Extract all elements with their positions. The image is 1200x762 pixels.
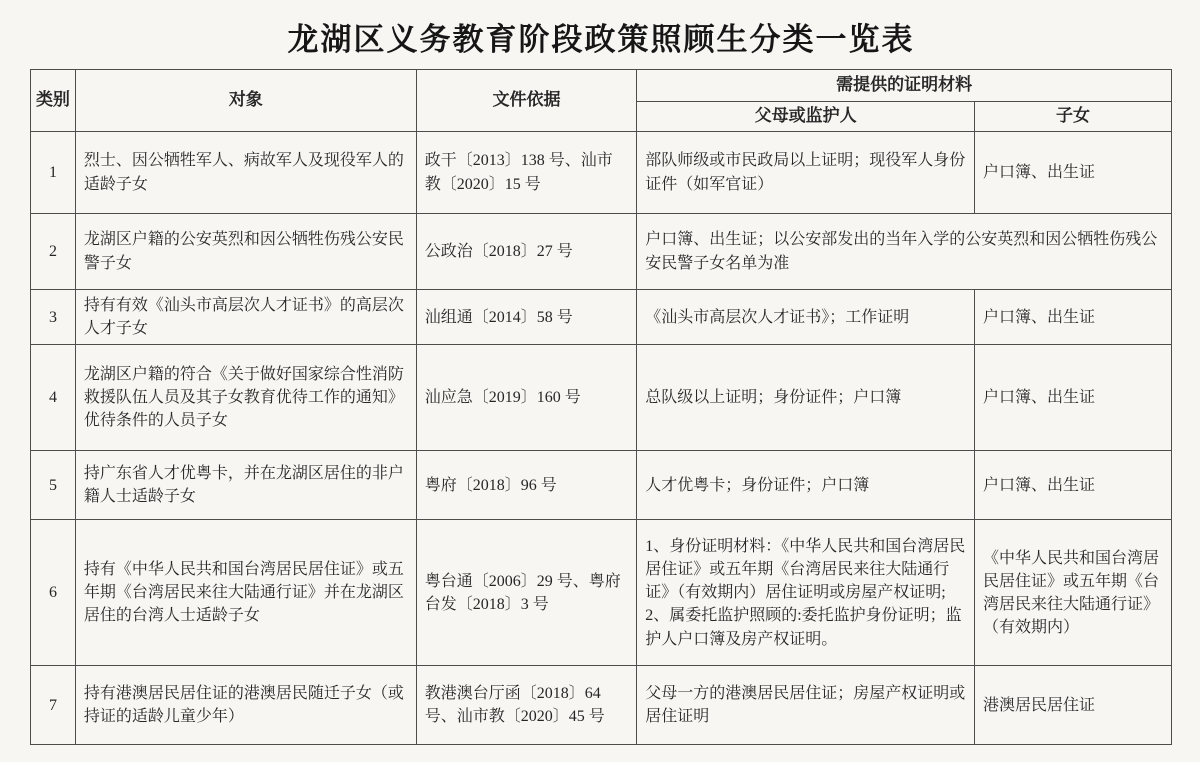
- table-row: [31, 290, 1172, 345]
- cell-subject: 持有《中华人民共和国台湾居民居住证》或五年期《台湾居民来往大陆通行证》并在龙湖区居住的台湾人士适龄子女: [75, 520, 416, 666]
- header-subject: 对象: [75, 70, 416, 132]
- table-row: [31, 132, 1172, 214]
- cell-basis: 粤台通〔2006〕29 号、粤府台发〔2018〕3 号: [416, 520, 636, 666]
- cell-parents: 人才优粤卡；身份证件；户口簿: [637, 451, 975, 520]
- cell-children: 《中华人民共和国台湾居民居住证》或五年期《台湾居民来往大陆通行证》（有效期内）: [974, 520, 1171, 666]
- cell-children: 户口簿、出生证: [974, 290, 1171, 345]
- cell-children: 户口簿、出生证: [974, 132, 1171, 214]
- cell-parents: 部队师级或市民政局以上证明；现役军人身份证件（如军官证）: [637, 132, 975, 214]
- cell-basis: 公政治〔2018〕27 号: [416, 214, 636, 290]
- cell-subject: 持广东省人才优粤卡，并在龙湖区居住的非户籍人士适龄子女: [75, 451, 416, 520]
- header-row-top: [31, 70, 1172, 102]
- cell-parents: 1、身份证明材料：《中华人民共和国台湾居民居住证》或五年期《台湾居民来往大陆通行证》（有效期内）居住证明或房屋产权证明;2、属委托监护照顾的:委托监护身份证明；监护人户口簿及房产权证明。: [637, 520, 975, 666]
- policy-table: [30, 69, 1172, 745]
- table-row: [31, 520, 1172, 666]
- cell-basis: 汕应急〔2019〕160 号: [416, 345, 636, 451]
- cell-children: 户口簿、出生证: [974, 451, 1171, 520]
- cell-category: 1: [31, 132, 76, 214]
- cell-category: 3: [31, 290, 76, 345]
- cell-category: 4: [31, 345, 76, 451]
- cell-category: 6: [31, 520, 76, 666]
- cell-children: 港澳居民居住证: [974, 666, 1171, 745]
- header-basis: 文件依据: [416, 70, 636, 132]
- cell-parents: 户口簿、出生证；以公安部发出的当年入学的公安英烈和因公牺牲伤残公安民警子女名单为准: [637, 214, 1172, 290]
- cell-subject: 持有港澳居民居住证的港澳居民随迁子女（或持证的适龄儿童少年）: [75, 666, 416, 745]
- cell-parents: 总队级以上证明；身份证件；户口簿: [637, 345, 975, 451]
- cell-subject: 龙湖区户籍的公安英烈和因公牺牲伤残公安民警子女: [75, 214, 416, 290]
- cell-subject: 龙湖区户籍的符合《关于做好国家综合性消防救援队伍人员及其子女教育优待工作的通知》优待条件的人员子女: [75, 345, 416, 451]
- cell-category: 5: [31, 451, 76, 520]
- table-row: [31, 214, 1172, 290]
- table-row: [31, 451, 1172, 520]
- header-children: 子女: [974, 102, 1171, 132]
- cell-parents: 父母一方的港澳居民居住证；房屋产权证明或居住证明: [637, 666, 975, 745]
- header-materials: 需提供的证明材料: [637, 70, 1172, 102]
- table-row: [31, 345, 1172, 451]
- cell-basis: 汕组通〔2014〕58 号: [416, 290, 636, 345]
- table-row: [31, 666, 1172, 745]
- cell-basis: 教港澳台厅函〔2018〕64 号、汕市教〔2020〕45 号: [416, 666, 636, 745]
- cell-basis: 政干〔2013〕138 号、汕市教〔2020〕15 号: [416, 132, 636, 214]
- cell-category: 7: [31, 666, 76, 745]
- document-title: 龙湖区义务教育阶段政策照顾生分类一览表: [287, 22, 915, 57]
- cell-subject: 持有有效《汕头市高层次人才证书》的高层次人才子女: [75, 290, 416, 345]
- cell-subject: 烈士、因公牺牲军人、病故军人及现役军人的适龄子女: [75, 132, 416, 214]
- cell-basis: 粤府〔2018〕96 号: [416, 451, 636, 520]
- header-category: 类别: [31, 70, 76, 132]
- cell-parents: 《汕头市高层次人才证书》；工作证明: [637, 290, 975, 345]
- cell-category: 2: [31, 214, 76, 290]
- cell-children: 户口簿、出生证: [974, 345, 1171, 451]
- header-parents: 父母或监护人: [637, 102, 975, 132]
